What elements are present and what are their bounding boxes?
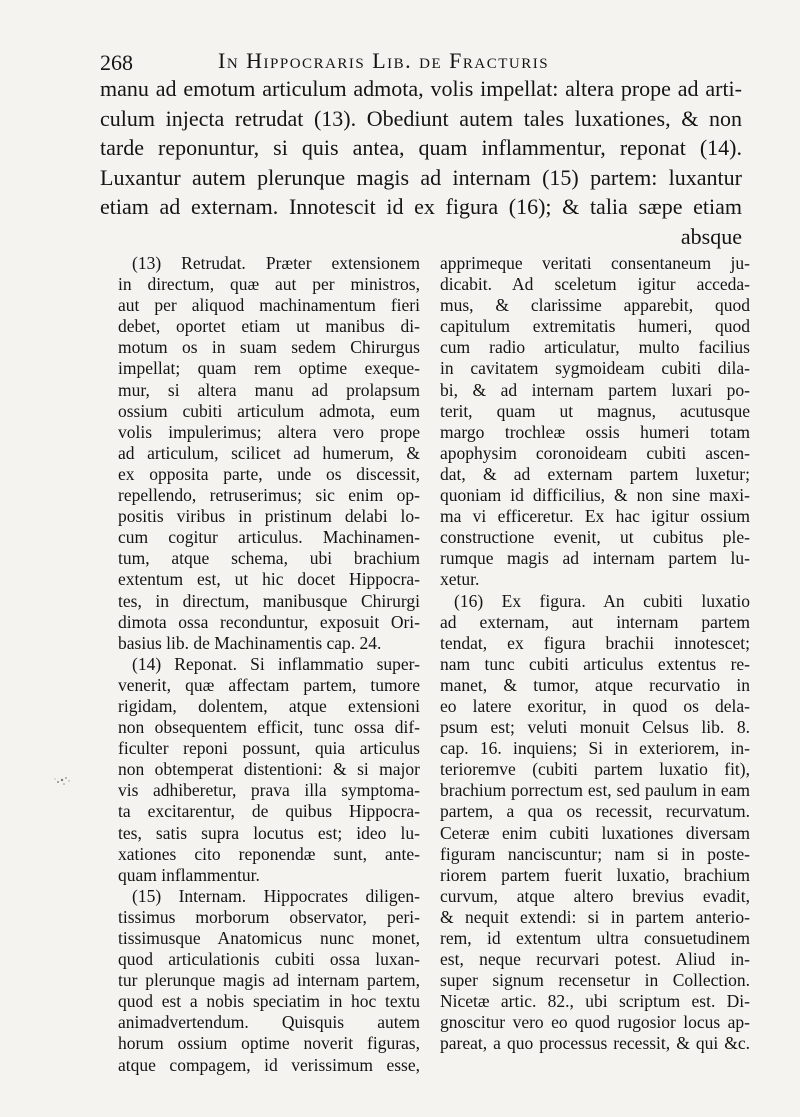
note-line: tissimus morborum observator, peri- bbox=[118, 906, 420, 927]
main-text-line: Luxantur autem plerunque magis ad internam (15) partem: luxantur bbox=[100, 164, 742, 190]
note-line: margo trochleæ ossis humeri totam bbox=[440, 421, 750, 442]
notes-left-column bbox=[118, 253, 420, 1076]
note-line: Nicetæ artic. 82., ubi scriptum est. Di- bbox=[440, 991, 750, 1012]
notes-right-column bbox=[440, 253, 750, 1055]
note-line: cum radio articulatur, multo facilius bbox=[440, 337, 750, 358]
note-line: nam tunc cubiti articulus extentus re- bbox=[440, 653, 750, 674]
note-line: extentum est, ut hic docet Hippocra- bbox=[118, 569, 420, 590]
note-line: in directum, quæ aut per ministros, bbox=[118, 274, 420, 295]
note-line: ad articulum, scilicet ad humerum, & bbox=[118, 442, 420, 463]
note-line: atque compagem, id verissimum esse, bbox=[118, 1054, 420, 1075]
note-line: positis viribus in pristinum delabi lo- bbox=[118, 506, 420, 527]
note-line: terit, quam ut magnus, acutusque bbox=[440, 400, 750, 421]
note-line: basius lib. de Machinamentis cap. 24. bbox=[118, 632, 382, 653]
note-line: (15) Internam. Hippocrates diligen- bbox=[132, 885, 420, 906]
main-text-line: culum injecta retrudat (13). Obediunt autem tales luxationes, & non bbox=[100, 105, 742, 131]
note-line: venerit, quæ affectam partem, tumore bbox=[118, 674, 420, 695]
note-line: repellendo, retruserimus; sic enim op- bbox=[118, 485, 420, 506]
note-line: aut per aliquod machinamentum fieri bbox=[118, 295, 420, 316]
main-text-line: manu ad emotum articulum admota, volis impellat: altera prope ad arti- bbox=[100, 76, 742, 101]
note-line: vis adhiberetur, prava illa symptoma- bbox=[118, 780, 420, 801]
note-line: (14) Reponat. Si inflammatio super- bbox=[132, 653, 420, 674]
catchword: absque bbox=[680, 223, 742, 249]
note-line: gnoscitur vero eo quod rugosior locus ap- bbox=[440, 1012, 750, 1033]
note-line: rem, id extentum ultra consuetudinem bbox=[440, 928, 750, 948]
note-line: mus, & clarissime apparebit, quod bbox=[440, 295, 750, 316]
note-line: quod est a nobis speciatim in hoc textu bbox=[118, 991, 420, 1012]
note-line: bi, & ad internam partem luxari po- bbox=[440, 379, 750, 400]
note-line: xationes cito reponendæ sunt, ante- bbox=[118, 843, 420, 864]
note-line: figuram nanciscuntur; nam si in poste- bbox=[440, 843, 750, 864]
note-line: rumque magis ad internam partem lu- bbox=[440, 548, 750, 569]
note-line: ossium cubiti articulum admota, eum bbox=[118, 400, 420, 421]
note-line: est, neque recurvari potest. Aliud in- bbox=[440, 949, 750, 970]
note-line: (13) Retrudat. Præter extensionem bbox=[132, 253, 420, 273]
note-line: (16) Ex figura. An cubiti luxatio bbox=[454, 590, 750, 611]
note-line: tes, satis supra locutus est; ideo lu- bbox=[118, 822, 420, 843]
note-line: ex opposita parte, unde os discessit, bbox=[118, 463, 420, 484]
note-line: dicabit. Ad sceletum igitur acceda- bbox=[440, 274, 750, 295]
note-line: partem, a qua os recessit, recurvatum. bbox=[440, 801, 750, 822]
note-line: apprimeque veritati consentaneum ju- bbox=[440, 253, 750, 273]
note-line: constructione evenit, ut cubitus ple- bbox=[440, 527, 750, 548]
note-line: tur plerunque magis ad internam partem, bbox=[118, 970, 420, 991]
note-line: ma vi efficeretur. Ex hac igitur ossium bbox=[440, 506, 750, 527]
note-line: Ceteræ enim cubiti luxationes diversam bbox=[440, 822, 750, 843]
note-line: cum cogitur articulus. Machinamen- bbox=[118, 527, 420, 548]
note-line: quod articulationis cubiti ossa luxan- bbox=[118, 949, 420, 970]
note-line: horum ossium optime noverit figuras, bbox=[118, 1033, 420, 1054]
note-line: riorem partem fuerit luxatio, brachium bbox=[440, 864, 750, 885]
note-line: tendat, ex figura brachii innotescet; bbox=[440, 632, 750, 653]
note-line: super signum recensetur in Collection. bbox=[440, 970, 750, 991]
note-line: impellat; quam rem optime exeque- bbox=[118, 358, 420, 379]
note-line: tissimusque Anatomicus nunc monet, bbox=[118, 928, 420, 948]
note-line: manet, & tumor, atque recurvatio in bbox=[440, 674, 750, 695]
note-line: & nequit extendi: si in partem anterio- bbox=[440, 906, 750, 927]
note-line: brachium porrectum est, sed paulum in eam bbox=[440, 780, 750, 801]
note-line: ficulter reponi possunt, quia articulus bbox=[118, 738, 420, 759]
note-line: rigidam, dolentem, atque extensioni bbox=[118, 695, 420, 716]
main-text-block bbox=[100, 74, 742, 251]
ink-blot-mark bbox=[42, 765, 82, 795]
page-header bbox=[100, 44, 760, 74]
page-number: 268 bbox=[100, 50, 133, 75]
note-line: animadvertendum. Quisquis autem bbox=[118, 1012, 420, 1033]
note-line: non obsequentem efficit, tunc ossa dif- bbox=[118, 717, 420, 738]
note-line: tes, in directum, manibusque Chirurgi bbox=[118, 590, 420, 611]
note-line: in cavitatem sygmoideam cubiti dila- bbox=[440, 358, 750, 379]
note-line: curvum, atque altero brevius evadit, bbox=[440, 885, 750, 906]
note-line: terioremve (cubiti partem luxatio fit), bbox=[440, 759, 750, 780]
note-line: psum est; veluti monuit Celsus lib. 8. bbox=[440, 717, 750, 738]
note-line: ad externam, aut internam partem bbox=[440, 611, 750, 632]
note-line: quam inflammentur. bbox=[118, 864, 260, 885]
note-line: non obtemperat distentioni: & si major bbox=[118, 759, 420, 780]
note-line: ta excitarentur, de quibus Hippocra- bbox=[118, 801, 420, 822]
note-line: eo latere exoritur, in quod os dela- bbox=[440, 695, 750, 716]
note-line: xetur. bbox=[440, 569, 480, 590]
running-head: In Hippocraris Lib. de Fracturis bbox=[218, 48, 550, 73]
note-line: quoniam id difficilius, & non sine maxi- bbox=[440, 485, 750, 506]
main-text-line: etiam ad externam. Innotescit id ex figura (16); & talia sæpe etiam bbox=[100, 194, 742, 219]
note-line: mur, si altera manu ad prolapsum bbox=[118, 379, 420, 400]
note-line: apophysim coronoideam cubiti ascen- bbox=[440, 442, 750, 463]
note-line: motum os in suam sedem Chirurgus bbox=[118, 337, 420, 358]
note-line: dat, & ad externam partem luxetur; bbox=[440, 463, 750, 484]
note-line: pareat, a quo processus recessit, & qui &c. bbox=[440, 1033, 750, 1054]
note-line: dimota ossa reconduntur, exposuit Ori- bbox=[118, 611, 420, 632]
main-text-line: tarde reponuntur, si quis antea, quam inflammentur, reponat (14). bbox=[100, 135, 742, 160]
note-line: tum, atque schema, ubi brachium bbox=[118, 548, 420, 569]
note-line: capitulum extremitatis humeri, quod bbox=[440, 316, 750, 337]
note-line: debet, oportet etiam ut manibus di- bbox=[118, 316, 420, 337]
note-line: cap. 16. inquiens; Si in exteriorem, in- bbox=[440, 738, 750, 759]
note-line: volis impulerimus; altera vero prope bbox=[118, 421, 420, 442]
